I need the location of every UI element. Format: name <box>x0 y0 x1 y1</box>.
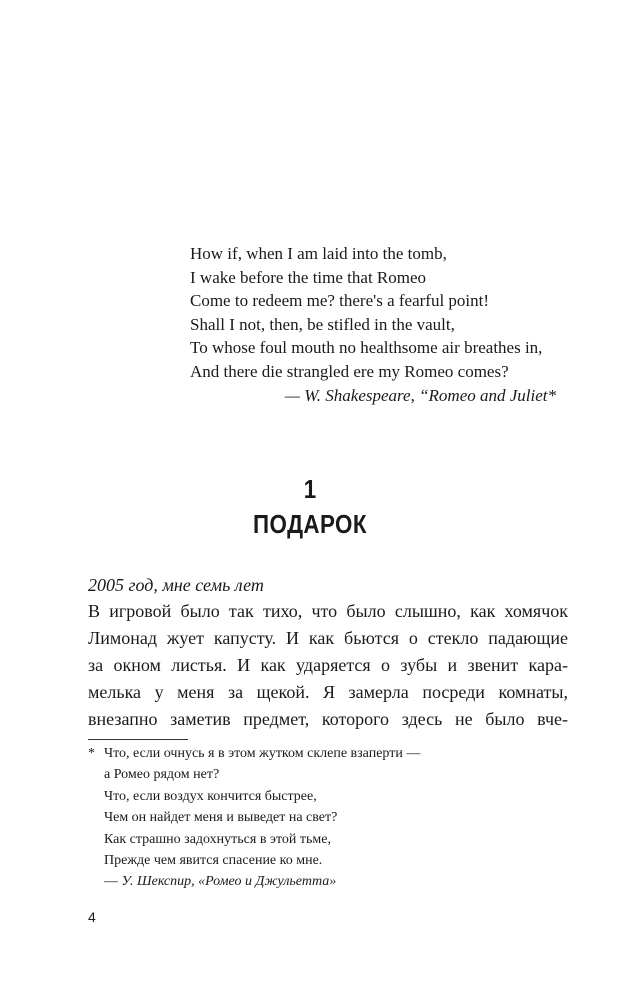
dateline: 2005 год, мне семь лет <box>88 575 264 595</box>
page-number: 4 <box>88 909 96 925</box>
body-line: В игровой было так тихо, что было слышно, как хомячок <box>88 601 568 621</box>
chapter-number: 1 <box>303 474 317 504</box>
epigraph-attribution: — W. Shakespeare, “Romeo and Juliet* <box>284 385 556 405</box>
body-line: Лимонад жует капусту. И как бьются о стекло падающие <box>88 628 568 648</box>
epigraph-line: I wake before the time that Romeo <box>190 267 427 287</box>
footnote-attribution-prefix: — <box>104 874 122 890</box>
epigraph <box>190 242 570 407</box>
footnote-attribution-author: У. Шекспир, «Ромео и Джульетта» <box>121 874 337 890</box>
footnote-first-line <box>88 743 528 764</box>
body-line: внезапно заметив предмет, которого здесь не было вче- <box>88 709 568 729</box>
chapter-heading <box>43 472 576 542</box>
footnote-attribution <box>88 871 528 892</box>
footnote-marker: * <box>88 746 95 761</box>
epigraph-line: Come to redeem me? there's a fearful point! <box>190 291 490 311</box>
epigraph-line: Shall I not, then, be stifled in the vault, <box>190 314 455 334</box>
body-line: мелька у меня за щекой. Я замерла посреди комнаты, <box>88 682 568 702</box>
body-line: за окном листья. И как ударяется о зубы и звенит кара- <box>88 655 568 675</box>
body-text <box>88 598 568 733</box>
footnote-line: Как страшно задохнуться в этой тьме, <box>104 831 331 847</box>
epigraph-line: To whose foul mouth no healthsome air breathes in, <box>190 338 543 358</box>
footnote-line: Чем он найдет меня и выведет на свет? <box>104 810 338 826</box>
footnote-line: Что, если воздух кончится быстрее, <box>104 788 317 804</box>
epigraph-line: How if, when I am laid into the tomb, <box>190 244 447 263</box>
epigraph-line: And there die strangled ere my Romeo comes? <box>190 361 509 381</box>
footnote <box>88 743 528 893</box>
footnote-line: Прежде чем явится спасение ко мне. <box>104 853 323 869</box>
chapter-title: ПОДАРОК <box>253 509 367 539</box>
footnote-divider <box>88 739 188 740</box>
footnote-line: Что, если очнусь я в этом жутком склепе взаперти — <box>104 746 421 761</box>
footnote-line: а Ромео рядом нет? <box>104 767 220 783</box>
